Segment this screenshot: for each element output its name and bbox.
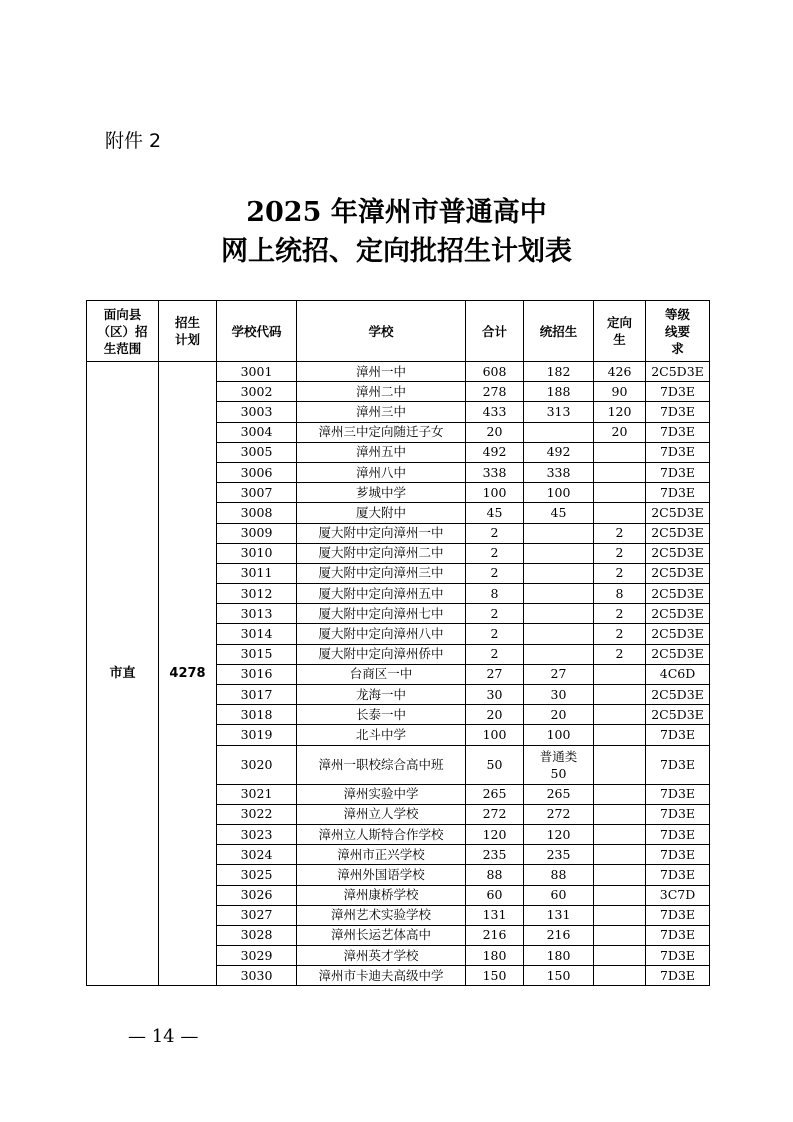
cell-total: 235	[466, 845, 524, 865]
cell-school: 厦大附中定向漳州二中	[297, 543, 466, 563]
cell-total: 131	[466, 905, 524, 925]
header-code: 学校代码	[217, 301, 297, 362]
cell-school: 漳州立人学校	[297, 804, 466, 824]
cell-grade: 7D3E	[646, 382, 710, 402]
cell-grade: 2C5D3E	[646, 503, 710, 523]
title-line-1: 2025 年漳州市普通高中	[246, 197, 547, 228]
cell-grade: 2C5D3E	[646, 624, 710, 644]
cell-grade: 7D3E	[646, 442, 710, 462]
cell-total: 265	[466, 784, 524, 804]
cell-grade: 7D3E	[646, 905, 710, 925]
cell-directed: 8	[594, 584, 646, 604]
cell-school: 台商区一中	[297, 664, 466, 684]
cell-grade: 7D3E	[646, 483, 710, 503]
cell-total: 2	[466, 543, 524, 563]
cell-unified: 100	[524, 725, 594, 745]
cell-grade: 2C5D3E	[646, 523, 710, 543]
cell-code: 3030	[217, 966, 297, 986]
cell-total: 100	[466, 725, 524, 745]
cell-code: 3019	[217, 725, 297, 745]
cell-directed: 426	[594, 362, 646, 382]
page-number: — 14 —	[128, 1026, 199, 1047]
cell-school: 厦大附中定向漳州八中	[297, 624, 466, 644]
cell-code: 3023	[217, 824, 297, 844]
cell-grade: 2C5D3E	[646, 604, 710, 624]
cell-school: 漳州英才学校	[297, 946, 466, 966]
cell-school: 厦大附中定向漳州一中	[297, 523, 466, 543]
cell-grade: 7D3E	[646, 845, 710, 865]
cell-directed	[594, 705, 646, 725]
cell-school: 漳州外国语学校	[297, 865, 466, 885]
cell-unified: 150	[524, 966, 594, 986]
cell-total: 216	[466, 925, 524, 945]
cell-school: 漳州五中	[297, 442, 466, 462]
cell-directed	[594, 462, 646, 482]
cell-grade: 7D3E	[646, 725, 710, 745]
cell-grade: 7D3E	[646, 946, 710, 966]
cell-total: 120	[466, 824, 524, 844]
cell-grade: 7D3E	[646, 462, 710, 482]
plan-cell: 4278	[159, 362, 217, 986]
cell-unified	[524, 584, 594, 604]
cell-unified: 60	[524, 885, 594, 905]
cell-directed: 2	[594, 543, 646, 563]
cell-total: 50	[466, 745, 524, 784]
cell-school: 漳州立人斯特合作学校	[297, 824, 466, 844]
cell-school: 漳州艺术实验学校	[297, 905, 466, 925]
cell-directed: 2	[594, 604, 646, 624]
cell-directed	[594, 442, 646, 462]
cell-directed	[594, 804, 646, 824]
cell-total: 272	[466, 804, 524, 824]
cell-code: 3010	[217, 543, 297, 563]
cell-code: 3021	[217, 784, 297, 804]
cell-directed: 20	[594, 422, 646, 442]
cell-directed	[594, 664, 646, 684]
cell-unified: 30	[524, 685, 594, 705]
cell-total: 2	[466, 523, 524, 543]
cell-school: 漳州三中定向随迁子女	[297, 422, 466, 442]
cell-directed	[594, 784, 646, 804]
cell-grade: 7D3E	[646, 966, 710, 986]
cell-school: 漳州三中	[297, 402, 466, 422]
cell-total: 8	[466, 584, 524, 604]
cell-code: 3022	[217, 804, 297, 824]
cell-code: 3007	[217, 483, 297, 503]
attachment-label: 附件 2	[105, 130, 162, 152]
cell-grade: 2C5D3E	[646, 685, 710, 705]
cell-unified	[524, 624, 594, 644]
cell-school: 漳州长运艺体高中	[297, 925, 466, 945]
cell-directed	[594, 885, 646, 905]
cell-code: 3009	[217, 523, 297, 543]
header-plan: 招生计划	[159, 301, 217, 362]
enrollment-plan-table	[86, 300, 710, 986]
cell-directed	[594, 865, 646, 885]
cell-school: 漳州市正兴学校	[297, 845, 466, 865]
cell-code: 3026	[217, 885, 297, 905]
title-line-2: 网上统招、定向批招生计划表	[221, 236, 572, 267]
cell-unified: 235	[524, 845, 594, 865]
cell-code: 3006	[217, 462, 297, 482]
cell-directed	[594, 745, 646, 784]
cell-grade: 7D3E	[646, 422, 710, 442]
cell-total: 338	[466, 462, 524, 482]
cell-grade: 2C5D3E	[646, 362, 710, 382]
cell-total: 100	[466, 483, 524, 503]
cell-school: 长泰一中	[297, 705, 466, 725]
cell-code: 3002	[217, 382, 297, 402]
cell-school: 厦大附中定向漳州五中	[297, 584, 466, 604]
cell-school: 厦大附中	[297, 503, 466, 523]
cell-school: 厦大附中定向漳州三中	[297, 563, 466, 583]
cell-code: 3028	[217, 925, 297, 945]
cell-grade: 7D3E	[646, 865, 710, 885]
cell-unified: 272	[524, 804, 594, 824]
cell-unified	[524, 604, 594, 624]
cell-grade: 7D3E	[646, 925, 710, 945]
cell-code: 3011	[217, 563, 297, 583]
cell-grade: 7D3E	[646, 824, 710, 844]
cell-code: 3003	[217, 402, 297, 422]
cell-directed: 2	[594, 624, 646, 644]
cell-code: 3029	[217, 946, 297, 966]
cell-grade: 3C7D	[646, 885, 710, 905]
cell-unified: 338	[524, 462, 594, 482]
cell-unified: 182	[524, 362, 594, 382]
cell-total: 60	[466, 885, 524, 905]
cell-directed: 90	[594, 382, 646, 402]
cell-directed	[594, 725, 646, 745]
cell-unified: 普通类 50	[524, 745, 594, 784]
cell-directed	[594, 824, 646, 844]
cell-directed	[594, 905, 646, 925]
header-region: 面向县（区）招生范围	[87, 301, 159, 362]
cell-unified: 313	[524, 402, 594, 422]
cell-code: 3020	[217, 745, 297, 784]
cell-total: 433	[466, 402, 524, 422]
cell-directed: 2	[594, 523, 646, 543]
cell-directed: 2	[594, 563, 646, 583]
cell-grade: 7D3E	[646, 804, 710, 824]
cell-code: 3025	[217, 865, 297, 885]
cell-unified: 88	[524, 865, 594, 885]
cell-total: 30	[466, 685, 524, 705]
cell-code: 3005	[217, 442, 297, 462]
cell-total: 20	[466, 422, 524, 442]
cell-unified: 45	[524, 503, 594, 523]
cell-code: 3015	[217, 644, 297, 664]
cell-directed	[594, 845, 646, 865]
cell-directed	[594, 503, 646, 523]
cell-code: 3012	[217, 584, 297, 604]
cell-total: 2	[466, 624, 524, 644]
cell-grade: 2C5D3E	[646, 705, 710, 725]
cell-school: 厦大附中定向漳州七中	[297, 604, 466, 624]
cell-school: 漳州一中	[297, 362, 466, 382]
cell-code: 3001	[217, 362, 297, 382]
cell-unified: 216	[524, 925, 594, 945]
cell-unified: 131	[524, 905, 594, 925]
cell-grade: 4C6D	[646, 664, 710, 684]
cell-grade: 7D3E	[646, 745, 710, 784]
cell-unified	[524, 422, 594, 442]
cell-total: 180	[466, 946, 524, 966]
cell-directed	[594, 685, 646, 705]
cell-grade: 2C5D3E	[646, 584, 710, 604]
cell-school: 漳州八中	[297, 462, 466, 482]
cell-directed	[594, 925, 646, 945]
header-unified: 统招生	[524, 301, 594, 362]
cell-unified: 120	[524, 824, 594, 844]
cell-school: 厦大附中定向漳州侨中	[297, 644, 466, 664]
cell-code: 3018	[217, 705, 297, 725]
cell-total: 45	[466, 503, 524, 523]
header-total: 合计	[466, 301, 524, 362]
cell-school: 龙海一中	[297, 685, 466, 705]
cell-grade: 7D3E	[646, 784, 710, 804]
cell-total: 88	[466, 865, 524, 885]
cell-directed	[594, 966, 646, 986]
cell-total: 2	[466, 644, 524, 664]
cell-unified: 27	[524, 664, 594, 684]
cell-code: 3008	[217, 503, 297, 523]
cell-total: 27	[466, 664, 524, 684]
cell-total: 492	[466, 442, 524, 462]
header-school: 学校	[297, 301, 466, 362]
cell-school: 漳州一职校综合高中班	[297, 745, 466, 784]
region-cell: 市直	[87, 362, 159, 986]
table-row	[87, 362, 710, 382]
cell-code: 3017	[217, 685, 297, 705]
cell-directed	[594, 946, 646, 966]
cell-total: 150	[466, 966, 524, 986]
cell-grade: 2C5D3E	[646, 644, 710, 664]
cell-unified: 20	[524, 705, 594, 725]
cell-school: 漳州康桥学校	[297, 885, 466, 905]
cell-unified: 492	[524, 442, 594, 462]
cell-total: 278	[466, 382, 524, 402]
cell-grade: 7D3E	[646, 402, 710, 422]
cell-unified: 265	[524, 784, 594, 804]
cell-code: 3024	[217, 845, 297, 865]
cell-school: 芗城中学	[297, 483, 466, 503]
cell-total: 608	[466, 362, 524, 382]
cell-unified	[524, 543, 594, 563]
cell-unified	[524, 644, 594, 664]
cell-unified: 188	[524, 382, 594, 402]
cell-directed: 2	[594, 644, 646, 664]
cell-school: 漳州二中	[297, 382, 466, 402]
cell-code: 3004	[217, 422, 297, 442]
cell-directed: 120	[594, 402, 646, 422]
cell-total: 20	[466, 705, 524, 725]
header-directed: 定向生	[594, 301, 646, 362]
cell-grade: 2C5D3E	[646, 563, 710, 583]
cell-code: 3014	[217, 624, 297, 644]
cell-code: 3027	[217, 905, 297, 925]
cell-code: 3016	[217, 664, 297, 684]
cell-total: 2	[466, 604, 524, 624]
cell-unified	[524, 563, 594, 583]
cell-unified: 180	[524, 946, 594, 966]
cell-unified	[524, 523, 594, 543]
cell-school: 北斗中学	[297, 725, 466, 745]
cell-school: 漳州市卡迪夫高级中学	[297, 966, 466, 986]
cell-grade: 2C5D3E	[646, 543, 710, 563]
cell-directed	[594, 483, 646, 503]
cell-unified: 100	[524, 483, 594, 503]
header-grade: 等级线要求	[646, 301, 710, 362]
table-header-row	[87, 301, 710, 362]
cell-total: 2	[466, 563, 524, 583]
cell-school: 漳州实验中学	[297, 784, 466, 804]
cell-code: 3013	[217, 604, 297, 624]
